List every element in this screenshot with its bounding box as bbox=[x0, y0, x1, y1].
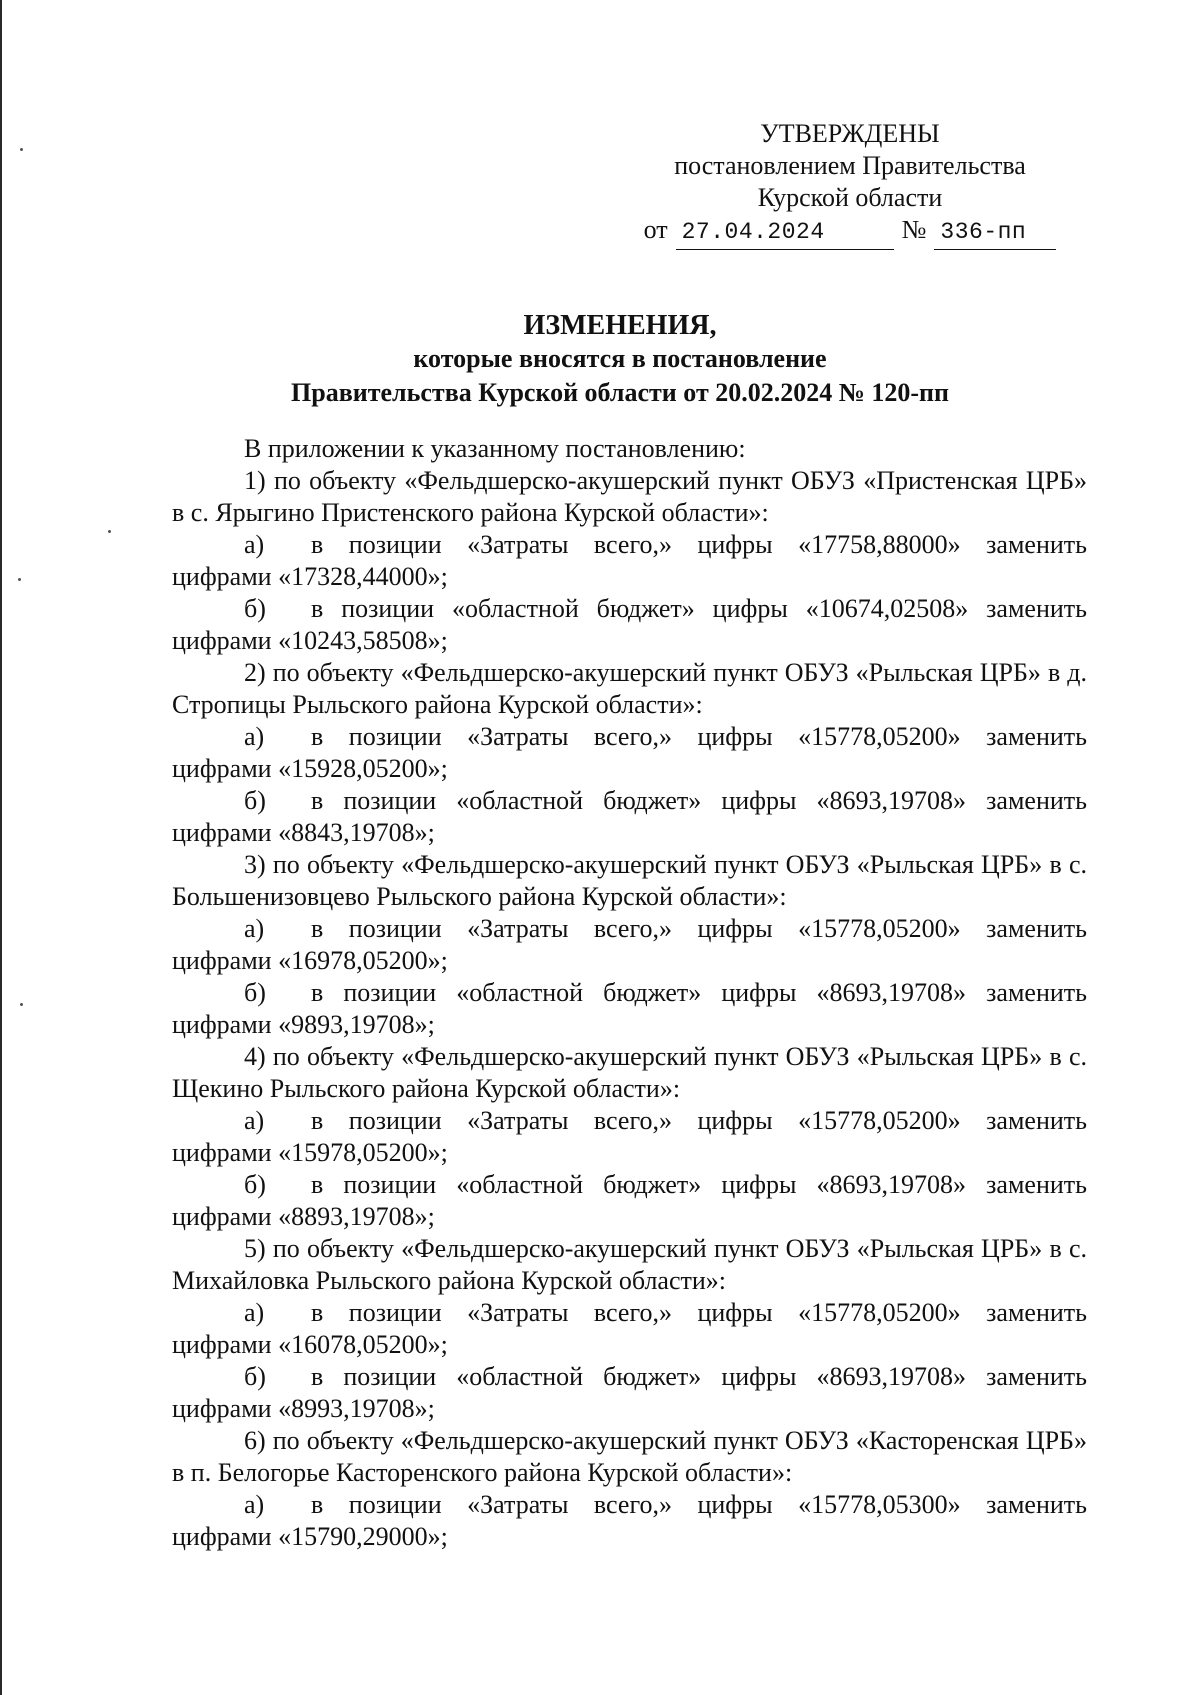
sub-item-marker: а) bbox=[244, 1298, 265, 1327]
sub-item-first-line bbox=[172, 913, 1087, 945]
amendment-item: 6) по объекту «Фельдшерско-акушерский пункт ОБУЗ «Касторенская ЦРБ» в п. Белогорье Касторенского района Курской области»: bbox=[172, 1426, 1087, 1487]
sub-item-text: в позиции «Затраты всего,» цифры «15778,05300» заменить bbox=[311, 1490, 1087, 1519]
sub-item-continuation: цифрами «17328,44000»; bbox=[172, 562, 448, 591]
sub-item-continuation: цифрами «8993,19708»; bbox=[172, 1394, 435, 1423]
sub-item-marker: б) bbox=[244, 1362, 266, 1391]
sub-item-marker: а) bbox=[244, 722, 265, 751]
approval-stamp bbox=[640, 118, 1060, 250]
approval-heading: УТВЕРЖДЕНЫ bbox=[760, 119, 940, 148]
sub-item-text: в позиции «Затраты всего,» цифры «15778,05200» заменить bbox=[311, 1298, 1087, 1327]
sub-item-marker: б) bbox=[244, 978, 266, 1007]
amendment-item: 5) по объекту «Фельдшерско-акушерский пункт ОБУЗ «Рыльская ЦРБ» в с. Михайловка Рыльского района Курской области»: bbox=[172, 1234, 1087, 1295]
sub-item-continuation: цифрами «16978,05200»; bbox=[172, 946, 448, 975]
scan-speck bbox=[20, 1003, 23, 1006]
sub-item-first-line bbox=[172, 1361, 1087, 1393]
approval-date-number bbox=[640, 214, 1060, 250]
intro-paragraph: В приложении к указанному постановлению: bbox=[244, 434, 746, 463]
amendment-item: 1) по объекту «Фельдшерско-акушерский пункт ОБУЗ «Пристенская ЦРБ» в с. Ярыгино Пристенского района Курской области»: bbox=[172, 466, 1087, 527]
sub-item-text: в позиции «Затраты всего,» цифры «17758,88000» заменить bbox=[311, 530, 1087, 559]
sub-item-b bbox=[172, 1361, 1087, 1425]
date-prefix: от bbox=[643, 215, 668, 244]
sub-item-text: в позиции «областной бюджет» цифры «10674,02508» заменить bbox=[311, 594, 1087, 623]
scan-speck bbox=[20, 148, 23, 151]
sub-item-text: в позиции «Затраты всего,» цифры «15778,05200» заменить bbox=[311, 914, 1087, 943]
sub-item-first-line bbox=[172, 977, 1087, 1009]
sub-item-first-line bbox=[172, 1297, 1087, 1329]
approval-date: 27.04.2024 bbox=[676, 216, 894, 250]
sub-item-continuation: цифрами «15928,05200»; bbox=[172, 754, 448, 783]
title-line-3: Правительства Курской области от 20.02.2024 № 120-пп bbox=[291, 378, 949, 407]
sub-item-b bbox=[172, 1169, 1087, 1233]
sub-item-continuation: цифрами «16078,05200»; bbox=[172, 1330, 448, 1359]
sub-item-marker: а) bbox=[244, 1490, 265, 1519]
sub-item-b bbox=[172, 593, 1087, 657]
sub-item-continuation: цифрами «10243,58508»; bbox=[172, 626, 448, 655]
document-title bbox=[170, 310, 1070, 410]
sub-item-marker: а) bbox=[244, 530, 265, 559]
sub-item-first-line bbox=[172, 785, 1087, 817]
sub-item-continuation: цифрами «8843,19708»; bbox=[172, 818, 435, 847]
sub-item-first-line bbox=[172, 1489, 1087, 1521]
sub-item-first-line bbox=[172, 1105, 1087, 1137]
sub-item-text: в позиции «областной бюджет» цифры «8693,19708» заменить bbox=[311, 1362, 1087, 1391]
scan-speck bbox=[108, 530, 111, 533]
sub-item-text: в позиции «областной бюджет» цифры «8693,19708» заменить bbox=[311, 1170, 1087, 1199]
amendment-item: 2) по объекту «Фельдшерско-акушерский пункт ОБУЗ «Рыльская ЦРБ» в д. Стропицы Рыльского района Курской области»: bbox=[172, 658, 1087, 719]
sub-item-a bbox=[172, 529, 1087, 593]
title-line-2: которые вносятся в постановление bbox=[413, 344, 827, 373]
amendment-list bbox=[172, 465, 1087, 1553]
approval-number: 336-пп bbox=[934, 216, 1056, 250]
sub-item-b bbox=[172, 977, 1087, 1041]
scan-edge-line bbox=[0, 0, 2, 1695]
sub-item-a bbox=[172, 1297, 1087, 1361]
sub-item-marker: б) bbox=[244, 594, 266, 623]
sub-item-continuation: цифрами «15790,29000»; bbox=[172, 1522, 448, 1551]
sub-item-marker: б) bbox=[244, 1170, 266, 1199]
sub-item-text: в позиции «областной бюджет» цифры «8693,19708» заменить bbox=[311, 978, 1087, 1007]
sub-item-text: в позиции «областной бюджет» цифры «8693,19708» заменить bbox=[311, 786, 1087, 815]
number-prefix: № bbox=[901, 215, 927, 244]
sub-item-marker: б) bbox=[244, 786, 266, 815]
sub-item-a bbox=[172, 721, 1087, 785]
sub-item-a bbox=[172, 913, 1087, 977]
sub-item-first-line bbox=[172, 1169, 1087, 1201]
amendment-item: 3) по объекту «Фельдшерско-акушерский пункт ОБУЗ «Рыльская ЦРБ» в с. Большенизовцево Рыльского района Курской области»: bbox=[172, 850, 1087, 911]
sub-item-continuation: цифрами «8893,19708»; bbox=[172, 1202, 435, 1231]
title-line-1: ИЗМЕНЕНИЯ, bbox=[523, 310, 717, 341]
sub-item-b bbox=[172, 785, 1087, 849]
sub-item-a bbox=[172, 1105, 1087, 1169]
sub-item-a bbox=[172, 1489, 1087, 1553]
sub-item-text: в позиции «Затраты всего,» цифры «15778,05200» заменить bbox=[311, 722, 1087, 751]
approval-line: Курской области bbox=[757, 183, 943, 212]
sub-item-marker: а) bbox=[244, 914, 265, 943]
sub-item-first-line bbox=[172, 721, 1087, 753]
document-body bbox=[172, 433, 1087, 1553]
sub-item-text: в позиции «Затраты всего,» цифры «15778,05200» заменить bbox=[311, 1106, 1087, 1135]
scan-speck bbox=[18, 578, 21, 581]
sub-item-first-line bbox=[172, 593, 1087, 625]
sub-item-first-line bbox=[172, 529, 1087, 561]
sub-item-marker: а) bbox=[244, 1106, 265, 1135]
sub-item-continuation: цифрами «15978,05200»; bbox=[172, 1138, 448, 1167]
amendment-item: 4) по объекту «Фельдшерско-акушерский пункт ОБУЗ «Рыльская ЦРБ» в с. Щекино Рыльского района Курской области»: bbox=[172, 1042, 1087, 1103]
approval-line: постановлением Правительства bbox=[674, 151, 1026, 180]
sub-item-continuation: цифрами «9893,19708»; bbox=[172, 1010, 435, 1039]
